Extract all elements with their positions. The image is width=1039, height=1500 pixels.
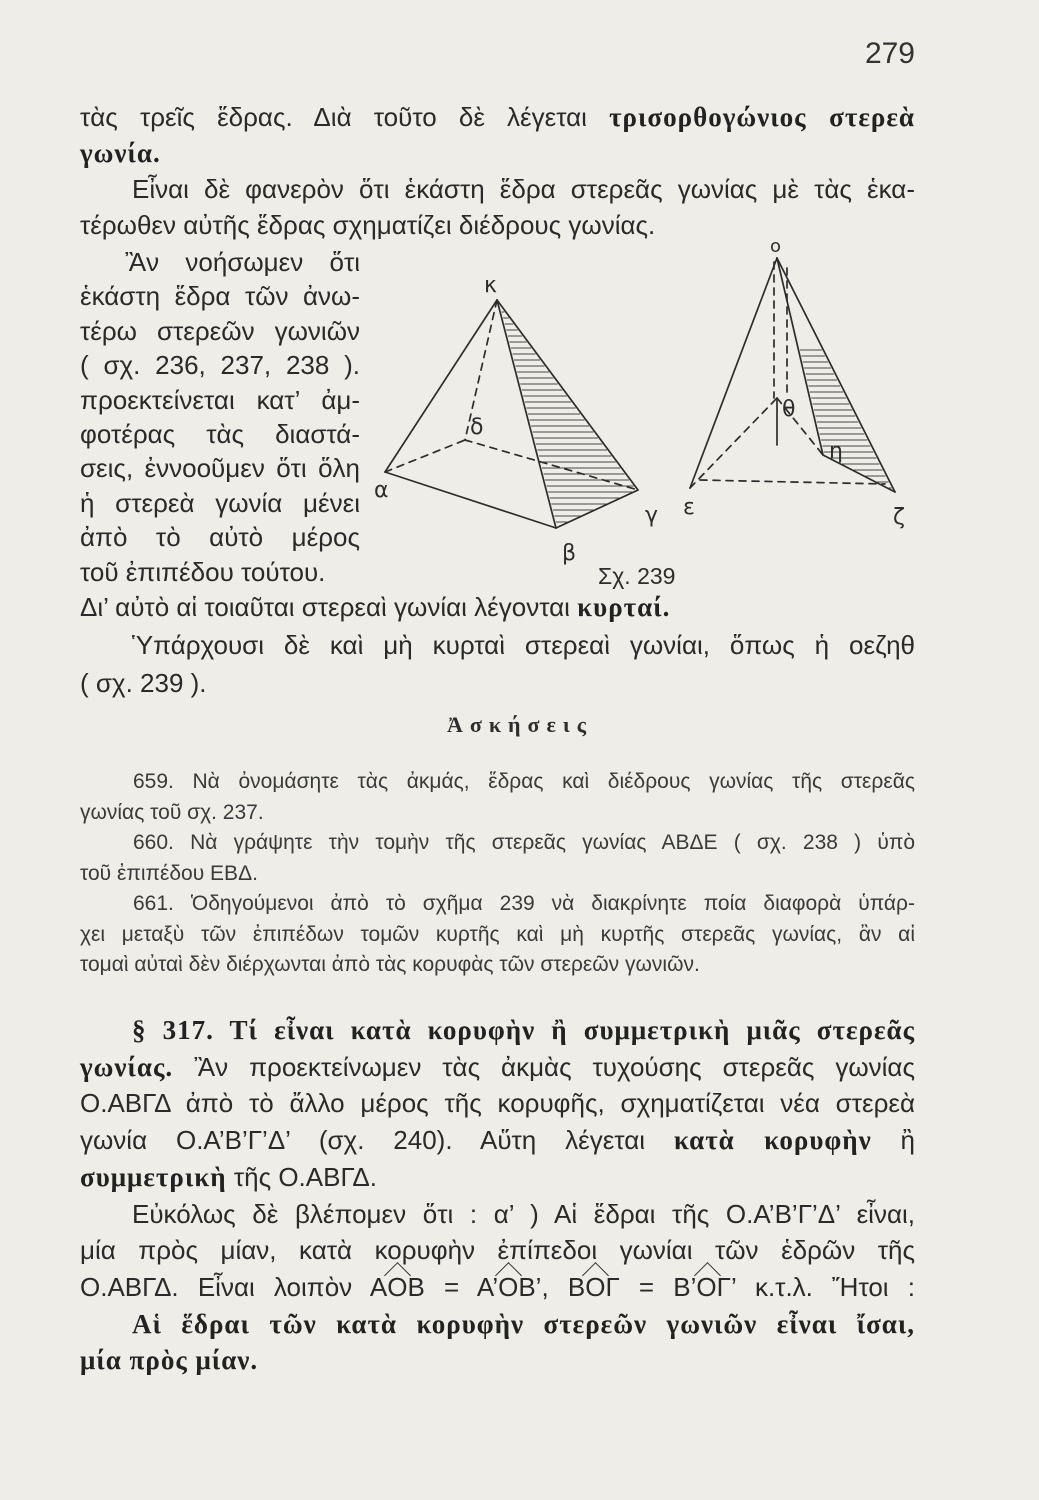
- bold-text: κατὰ κορυφὴν: [673, 1125, 872, 1156]
- hatch-face-left: [502, 312, 634, 522]
- edge-beta-gamma: [556, 490, 638, 528]
- edge-epsilon-zeta: [700, 480, 885, 484]
- text-run: Δι’ αὐτὸ αἱ τοιαῦται στερεαὶ γωνίαι λέγονται: [80, 592, 578, 622]
- text-line: [80, 1342, 915, 1379]
- text-run: τὰς τρεῖς ἕδρας. Διὰ τοῦτο δὲ λέγεται: [80, 102, 610, 132]
- bold-text: γωνία.: [80, 138, 161, 168]
- text-line: [80, 1269, 915, 1306]
- label-delta: δ: [470, 415, 484, 440]
- text-line: [80, 417, 360, 451]
- figure-caption: Σχ. 239: [598, 563, 676, 589]
- label-zeta: ζ: [893, 505, 905, 530]
- text-run: 661. Ὁδηγούμενοι ἀπὸ τὸ σχῆμα 239 νὰ διακρίνητε ποία διαφορὰ ὑπάρ-: [133, 892, 915, 915]
- figure-239: [360, 230, 930, 605]
- text-run: τοῦ ἐπιπέδου ΕΒΔ.: [80, 861, 258, 885]
- text-line: [80, 626, 915, 664]
- label-kappa: κ: [484, 273, 497, 298]
- edge-omicron-epsilon: [690, 258, 777, 488]
- text-run: μία πρὸς μίαν, κατὰ κορυφὴν ἐπίπεδοι γωνίαι τῶν ἑδρῶν τῆς: [80, 1235, 915, 1266]
- bold-text: μία πρὸς μίαν.: [80, 1345, 259, 1376]
- text-line: [80, 99, 915, 135]
- label-beta: β: [562, 541, 577, 566]
- text-line: [80, 889, 915, 920]
- text-line: [80, 279, 360, 313]
- edge-alpha-delta: [385, 440, 465, 472]
- text-line: [80, 245, 360, 279]
- text-run: τῆς Ο.ΑΒΓΔ.: [226, 1161, 377, 1192]
- bold-text: τρισορθογώνιος στερεὰ: [609, 102, 915, 132]
- bold-text: κυρταί.: [577, 592, 671, 622]
- text-run: Β = Α’: [407, 1271, 499, 1302]
- side-paragraph: [80, 245, 360, 589]
- text-line: [80, 1085, 915, 1122]
- text-run: τέρω στερεῶν γωνιῶν: [80, 315, 360, 346]
- text-line: [80, 135, 915, 171]
- text-run: Ὑπάρχουσι δὲ καὶ μὴ κυρταὶ στερεαὶ γωνίαι, ὅπως ἡ οεζηθ: [132, 630, 915, 660]
- text-run: προεκτείνεται κατ’ ἀμ-: [80, 384, 360, 415]
- text-line: [80, 348, 360, 382]
- text-line: [80, 1306, 915, 1343]
- text-line: [80, 171, 915, 207]
- angle-vertex: Ο: [585, 1271, 606, 1302]
- bold-text: γωνίας.: [80, 1051, 174, 1082]
- intro-paragraph: [80, 99, 915, 243]
- text-line: [80, 520, 360, 554]
- text-run: ἢ: [871, 1125, 915, 1156]
- edge-delta-gamma: [465, 440, 638, 490]
- text-run: Εὐκόλως δὲ βλέπομεν ὅτι : α’ ) Αἱ ἕδραι τῆς Ο.Α’Β’Γ’Δ’ εἶναι,: [132, 1198, 915, 1229]
- text-run: γωνίας τοῦ σχ. 237.: [80, 800, 264, 824]
- text-run: φοτέρας τὰς διαστά-: [80, 419, 360, 450]
- bold-text: § 317. Τί εἶναι κατὰ κορυφὴν ἢ συμμετρικὴ μιᾶς στερεᾶς: [132, 1015, 915, 1045]
- page-number: 279: [864, 37, 915, 70]
- text-run: χει μεταξὺ τῶν ἐπιπέδων τομῶν κυρτῆς καὶ μὴ κυρτῆς στερεᾶς γωνίας, ἂν αἱ: [80, 922, 915, 946]
- text-run: σεις, ἐννοοῦμεν ὅτι ὅλη: [80, 453, 360, 484]
- angle-vertex: Ο: [696, 1271, 717, 1302]
- label-alpha: α: [374, 478, 389, 503]
- text-run: Εἶναι δὲ φανερὸν ὅτι ἑκάστη ἕδρα στερεᾶς γωνίας μὲ τὰς ἑκα-: [132, 174, 915, 204]
- section-317: [80, 1012, 915, 1379]
- text-line: [80, 859, 915, 890]
- text-run: Ο.ΑΒΓΔ. Εἶναι λοιπὸν Α: [80, 1271, 388, 1302]
- edge-kappa-alpha: [385, 300, 497, 472]
- text-line: [80, 1049, 915, 1086]
- text-run: 659. Νὰ ὀνομάσητε τὰς ἀκμάς, ἕδρας καὶ διέδρους γωνίας τῆς στερεᾶς: [133, 770, 915, 793]
- text-line: [80, 588, 915, 626]
- label-epsilon: ε: [683, 495, 695, 520]
- text-run: Β’, Β: [518, 1271, 586, 1302]
- angle-vertex: Ο: [387, 1271, 408, 1302]
- text-line: [80, 767, 915, 798]
- text-run: ( σχ. 236, 237, 238 ).: [80, 350, 360, 381]
- edge-epsilon-theta: [690, 398, 777, 488]
- text-line: [80, 828, 915, 859]
- text-line: [80, 1196, 915, 1233]
- text-line: [80, 664, 915, 702]
- text-run: Ἂν προεκτείνωμεν τὰς ἀκμὰς τυχούσης στερεᾶς γωνίας: [173, 1051, 915, 1082]
- text-run: Γ = Β’: [605, 1271, 697, 1302]
- text-line: [80, 920, 915, 951]
- text-run: ἀπὸ τὸ αὐτὸ μέρος: [80, 522, 360, 553]
- text-line: [80, 451, 360, 485]
- text-line: [80, 383, 360, 417]
- convex-paragraph: [80, 588, 915, 702]
- text-run: τομαὶ αὐταὶ δὲν διέρχωνται ἀπὸ τὰς κορυφὰς τῶν στερεῶν γωνιῶν.: [80, 953, 700, 976]
- text-run: ἡ στερεὰ γωνία μένει: [80, 487, 360, 518]
- text-line: [80, 1232, 915, 1269]
- text-run: Ἂν νοήσωμεν ὅτι: [125, 247, 360, 277]
- edge-alpha-beta: [385, 472, 556, 528]
- text-line: [80, 555, 360, 589]
- text-line: [80, 1122, 915, 1159]
- text-run: Γ’ κ.τ.λ. Ἤτοι :: [716, 1271, 915, 1302]
- angle-vertex: Ο: [498, 1271, 519, 1302]
- text-line: [80, 1012, 915, 1049]
- text-line: [80, 950, 915, 981]
- text-line: [80, 486, 360, 520]
- exercises-heading: Ἀσκήσεις: [446, 712, 594, 737]
- text-run: ( σχ. 239 ).: [80, 668, 207, 698]
- bold-text: συμμετρικὴ: [80, 1161, 227, 1192]
- text-line: [80, 314, 360, 348]
- text-run: τέρωθεν αὐτῆς ἕδρας σχηματίζει διέδρους γωνίας.: [80, 210, 656, 240]
- text-line: [80, 798, 915, 829]
- text-run: 660. Νὰ γράψητε τὴν τομὴν τῆς στερεᾶς γωνίας ΑΒΔΕ ( σχ. 238 ) ὑπὸ: [133, 831, 915, 854]
- label-gamma: γ: [645, 503, 659, 528]
- text-line: [80, 1159, 915, 1196]
- text-run: τοῦ ἐπιπέδου τούτου.: [80, 556, 326, 587]
- text-run: Ο.ΑΒΓΔ ἀπὸ τὸ ἄλλο μέρος τῆς κορυφῆς, σχηματίζεται νέα στερεὰ: [80, 1088, 915, 1119]
- text-run: γωνία Ο.Α’Β’Γ’Δ’ (σχ. 240). Αὕτη λέγεται: [80, 1125, 674, 1156]
- label-omicron: ο: [770, 236, 782, 257]
- exercises-list: [80, 767, 915, 981]
- bold-text: Αἱ ἕδραι τῶν κατὰ κορυφὴν στερεῶν γωνιῶν εἶναι ἴσαι,: [132, 1308, 915, 1339]
- text-run: ἑκάστη ἕδρα τῶν ἀνω-: [80, 281, 360, 312]
- label-theta: θ: [782, 397, 796, 422]
- label-eta: η: [829, 439, 843, 464]
